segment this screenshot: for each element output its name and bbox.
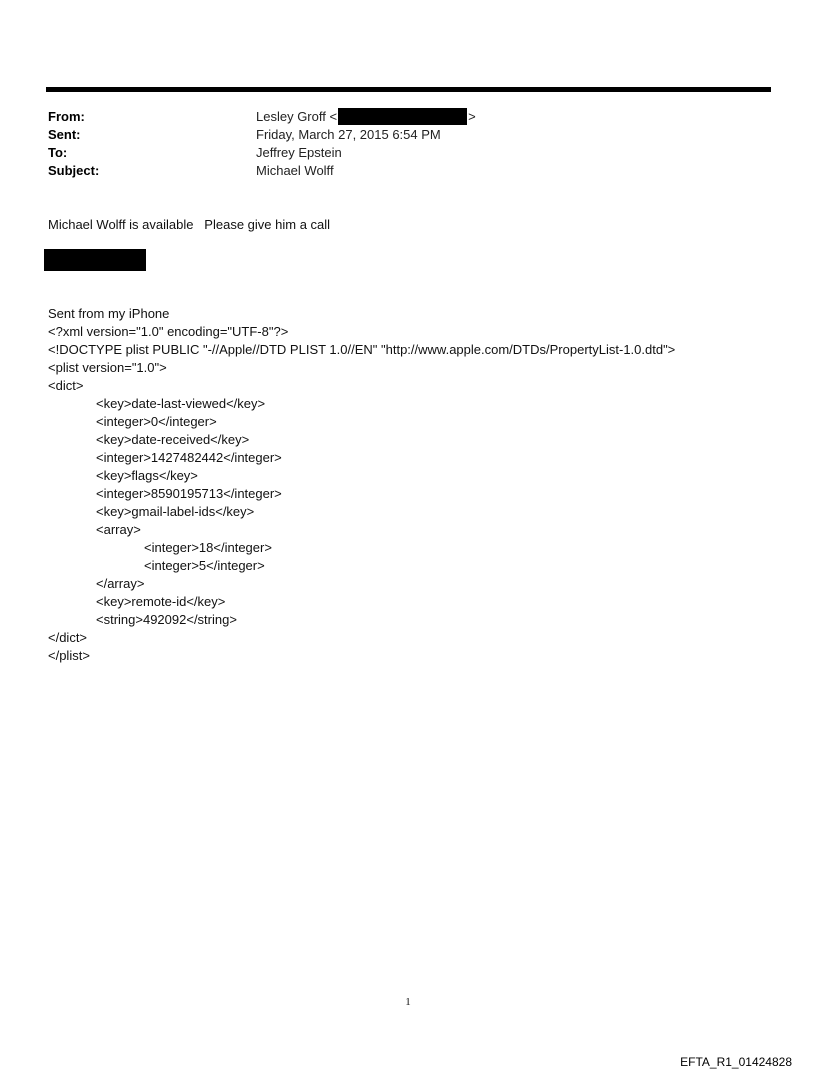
plist-line: <plist version="1.0"> (48, 360, 167, 375)
plist-line: <integer>8590195713</integer> (96, 486, 282, 501)
plist-line: <string>492092</string> (96, 612, 237, 627)
document-id: EFTA_R1_01424828 (680, 1055, 792, 1069)
plist-line: <key>date-last-viewed</key> (96, 396, 266, 411)
subject-label: Subject: (48, 163, 100, 178)
redacted-email-address (338, 108, 467, 125)
from-suffix: > (468, 109, 476, 124)
plist-line: </array> (96, 576, 145, 591)
plist-line: <integer>0</integer> (96, 414, 217, 429)
plist-line: <integer>18</integer> (144, 540, 272, 555)
plist-line: <integer>1427482442</integer> (96, 450, 282, 465)
plist-line: </plist> (48, 648, 90, 663)
subject-row (48, 162, 768, 180)
subject-value: Michael Wolff (256, 163, 334, 178)
redacted-block (44, 249, 146, 271)
email-header (48, 108, 768, 180)
plist-line: <key>gmail-label-ids</key> (96, 504, 255, 519)
plist-line: <key>remote-id</key> (96, 594, 226, 609)
plist-line: </dict> (48, 630, 88, 645)
sent-value: Friday, March 27, 2015 6:54 PM (256, 127, 441, 142)
plist-line: <array> (96, 522, 141, 537)
message-body: Michael Wolff is available Please give him a call (48, 217, 331, 232)
to-label: To: (48, 145, 68, 160)
to-row (48, 144, 768, 162)
plist-line: <!DOCTYPE plist PUBLIC "-//Apple//DTD PLIST 1.0//EN" "http://www.apple.com/DTDs/PropertyList-1.0.dtd"> (48, 342, 676, 357)
sent-row (48, 126, 768, 144)
message-signature: Sent from my iPhone (48, 306, 170, 321)
sent-label: Sent: (48, 127, 81, 142)
header-divider-rule (46, 87, 771, 92)
from-value (256, 108, 476, 126)
page-number: 1 (405, 996, 411, 1008)
plist-line: <?xml version="1.0" encoding="UTF-8"?> (48, 324, 289, 339)
plist-line: <integer>5</integer> (144, 558, 265, 573)
plist-line: <key>flags</key> (96, 468, 198, 483)
plist-metadata-block (48, 323, 778, 665)
from-name: Lesley Groff < (256, 109, 338, 124)
from-row (48, 108, 768, 126)
plist-line: <key>date-received</key> (96, 432, 250, 447)
from-label: From: (48, 109, 85, 124)
plist-line: <dict> (48, 378, 84, 393)
to-value: Jeffrey Epstein (256, 145, 342, 160)
